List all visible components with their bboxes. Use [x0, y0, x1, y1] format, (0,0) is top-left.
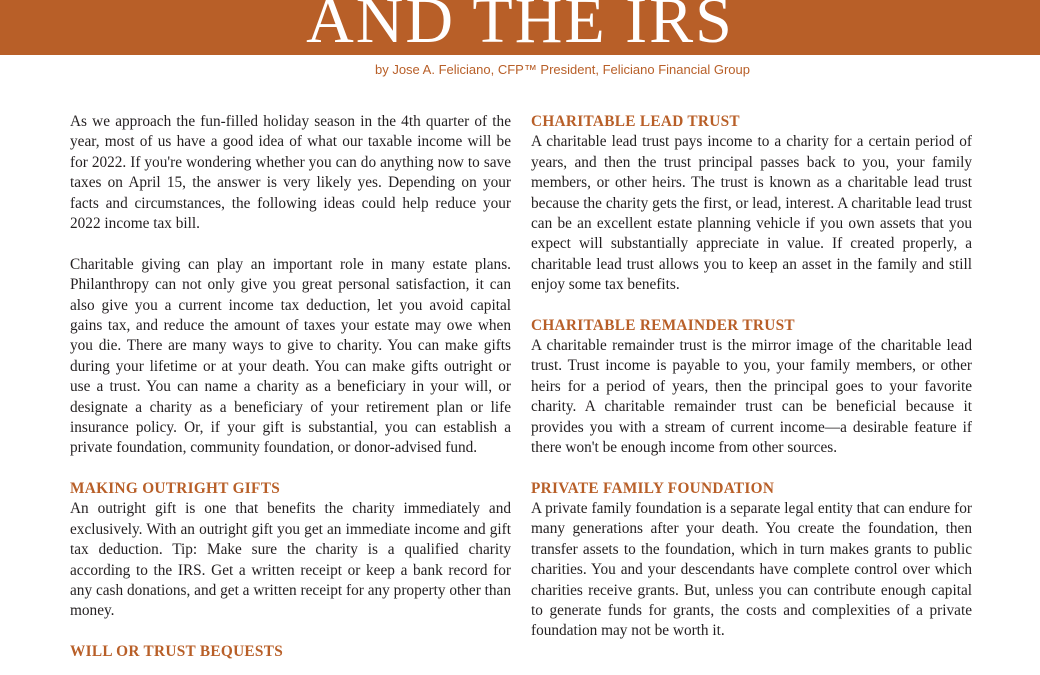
remainder-trust-paragraph: A charitable remainder trust is the mirror image of the charitable lead trust. Trust income is payable to you, your family members, or other heirs for a period of years, then the principal goes to your favorite charity. A charitable remainder trust can be beneficial because it provides you with a stream of current income—a desirable feature if there won't be enough income from other sources. [531, 337, 972, 457]
author-byline: by Jose A. Feliciano, CFP™ President, Feliciano Financial Group [374, 62, 750, 77]
intro-paragraph: As we approach the fun-filled holiday season in the 4th quarter of the year, most of us have a good idea of what our taxable income will be for 2022. If you're wondering whether you can do anything now to save taxes on April 15, the answer is very likely yes. Depending on your facts and circumstances, the following ideas could help reduce your 2022 income tax bill. [70, 113, 511, 233]
left-column [70, 112, 511, 662]
right-column [531, 112, 972, 642]
title-banner [0, 0, 1040, 55]
section-heading-remainder-trust: CHARITABLE REMAINDER TRUST [531, 316, 795, 334]
section-heading-outright-gifts: MAKING OUTRIGHT GIFTS [70, 479, 281, 497]
lead-trust-paragraph: A charitable lead trust pays income to a charity for a certain period of years, and then the trust principal passes back to you, your family members, or other heirs. The trust is known as a charitable lead trust because the charity gets the first, or lead, interest. A charitable lead trust can be an excellent estate planning vehicle if you own assets that you expect will substantially appreciate in value. If created properly, a charitable lead trust allows you to keep an asset in the family and still enjoy some tax benefits. [531, 133, 972, 294]
article-title: AND THE IRS [306, 0, 734, 55]
section-heading-will-trust-bequests: WILL OR TRUST BEQUESTS [70, 642, 284, 660]
section-heading-lead-trust: CHARITABLE LEAD TRUST [531, 113, 740, 130]
outright-gifts-paragraph: An outright gift is one that benefits the charity immediately and exclusively. With an outright gift you get an immediate income and gift tax deduction. Tip: Make sure the charity is a qualified charity according to the IRS. Get a written receipt or keep a bank record for any cash donations, and get a written receipt for any property other than money. [70, 500, 511, 620]
charitable-giving-paragraph: Charitable giving can play an important role in many estate plans. Philanthropy can not only give you great personal satisfaction, it can also give you a current income tax deduction, let you avoid capital gains tax, and reduce the amount of taxes your estate may owe when you die. There are many ways to give to charity. You can make gifts during your lifetime or at your death. You can make gifts outright or use a trust. You can name a charity as a beneficiary in your will, or designate a charity as a beneficiary of your retirement plan or life insurance policy. Or, if your gift is substantial, you can establish a private foundation, community foundation, or donor-advised fund. [70, 255, 511, 457]
section-heading-family-foundation: PRIVATE FAMILY FOUNDATION [531, 479, 775, 497]
family-foundation-paragraph: A private family foundation is a separate legal entity that can endure for many generations after your death. You create the foundation, then transfer assets to the foundation, which in turn makes grants to public charities. You and your descendants have complete control over which charities receive grants. But, unless you can contribute enough capital to generate funds for grants, the costs and complexities of a private foundation may not be worth it. [531, 499, 972, 640]
